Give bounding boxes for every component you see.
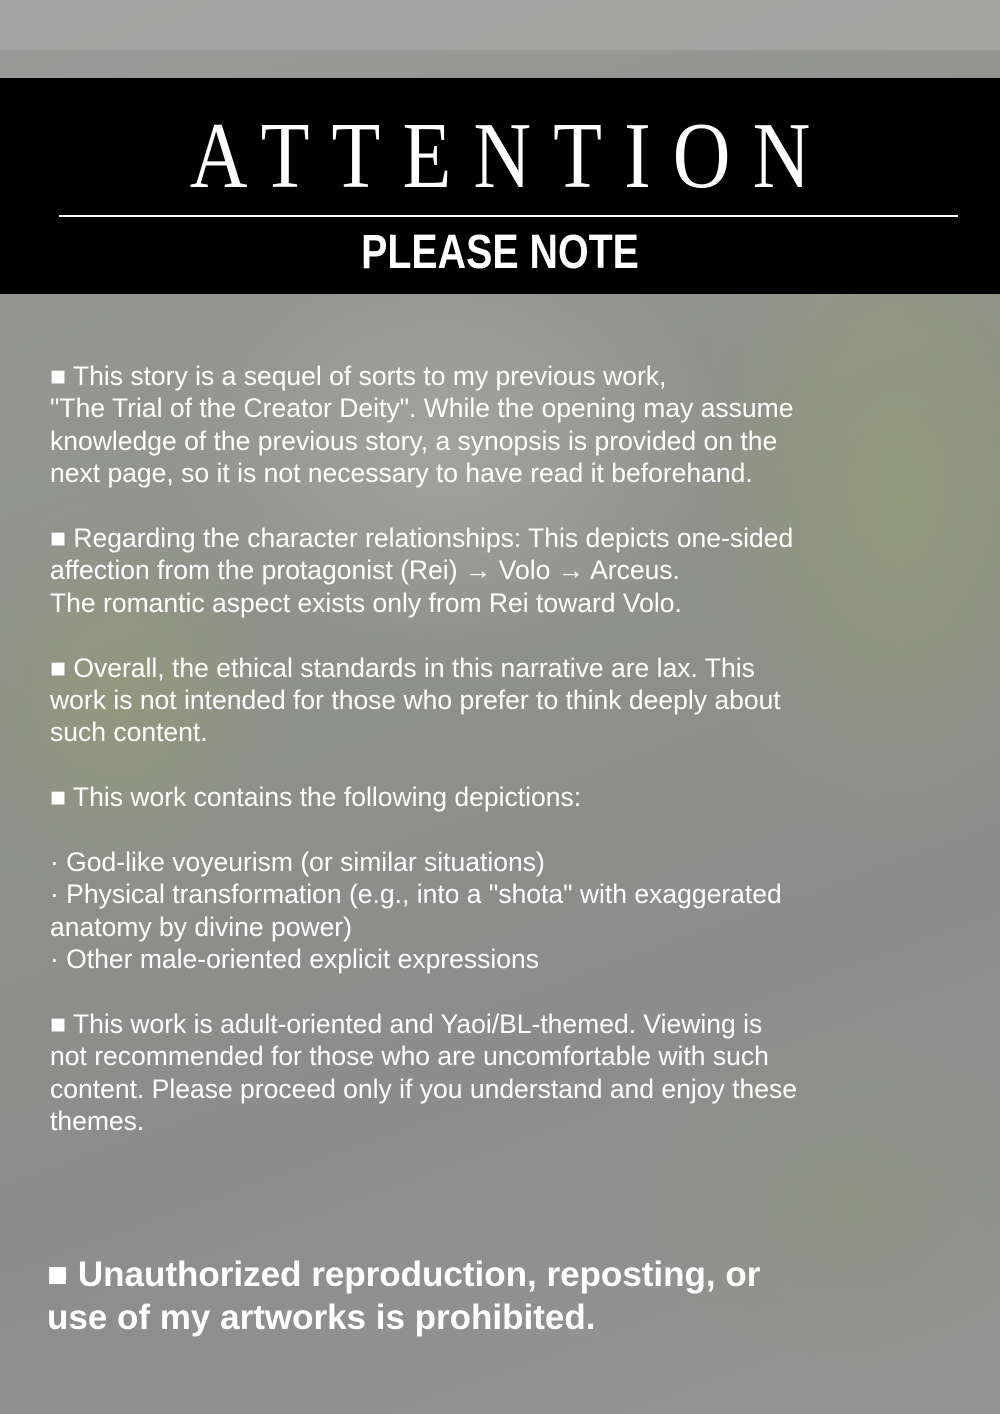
- text-line: themes.: [50, 1105, 145, 1136]
- text-line: use of my artworks is prohibited.: [47, 1298, 596, 1337]
- text-line: · Other male-oriented explicit expressions: [50, 944, 539, 975]
- text-line: · Physical transformation (e.g., into a "shota" with exaggerated: [50, 879, 782, 910]
- text-line: anatomy by divine power): [50, 911, 352, 942]
- background-art-strip: [0, 0, 1000, 50]
- notice-body: [50, 360, 970, 1137]
- text-line: ■ Unauthorized reproduction, reposting, or: [47, 1255, 761, 1294]
- text-line: affection from the protagonist (Rei) → Volo → Arceus.: [50, 555, 680, 586]
- blank-line: [50, 813, 970, 845]
- blank-line: [50, 619, 970, 651]
- text-line: content. Please proceed only if you understand and enjoy these: [50, 1073, 797, 1104]
- text-line: ■ Regarding the character relationships: This depicts one-sided: [50, 522, 794, 553]
- blank-line: [50, 749, 970, 781]
- text-line: ■ Overall, the ethical standards in this narrative are lax. This: [50, 652, 755, 683]
- page-subtitle: PLEASE NOTE: [361, 226, 639, 279]
- blank-line: [50, 490, 970, 522]
- text-line: ■ This work is adult-oriented and Yaoi/BL-themed. Viewing is: [50, 1008, 763, 1039]
- text-line: knowledge of the previous story, a synopsis is provided on the: [50, 425, 778, 456]
- divider: [59, 215, 958, 217]
- text-line: · God-like voyeurism (or similar situations): [50, 846, 545, 877]
- text-line: ■ This story is a sequel of sorts to my previous work,: [50, 361, 667, 391]
- text-line: not recommended for those who are uncomfortable with such: [50, 1041, 769, 1072]
- blank-line: [50, 975, 970, 1007]
- text-line: such content.: [50, 717, 208, 748]
- attention-banner: [0, 78, 1000, 294]
- text-line: work is not intended for those who prefer to think deeply about: [50, 684, 781, 715]
- copyright-notice: [47, 1253, 760, 1339]
- text-line: "The Trial of the Creator Deity". While the opening may assume: [50, 393, 794, 424]
- text-line: The romantic aspect exists only from Rei toward Volo.: [50, 587, 682, 618]
- text-line: next page, so it is not necessary to have read it beforehand.: [50, 458, 753, 489]
- text-line: ■ This work contains the following depictions:: [50, 782, 582, 813]
- page-title: ATTENTION: [189, 104, 833, 208]
